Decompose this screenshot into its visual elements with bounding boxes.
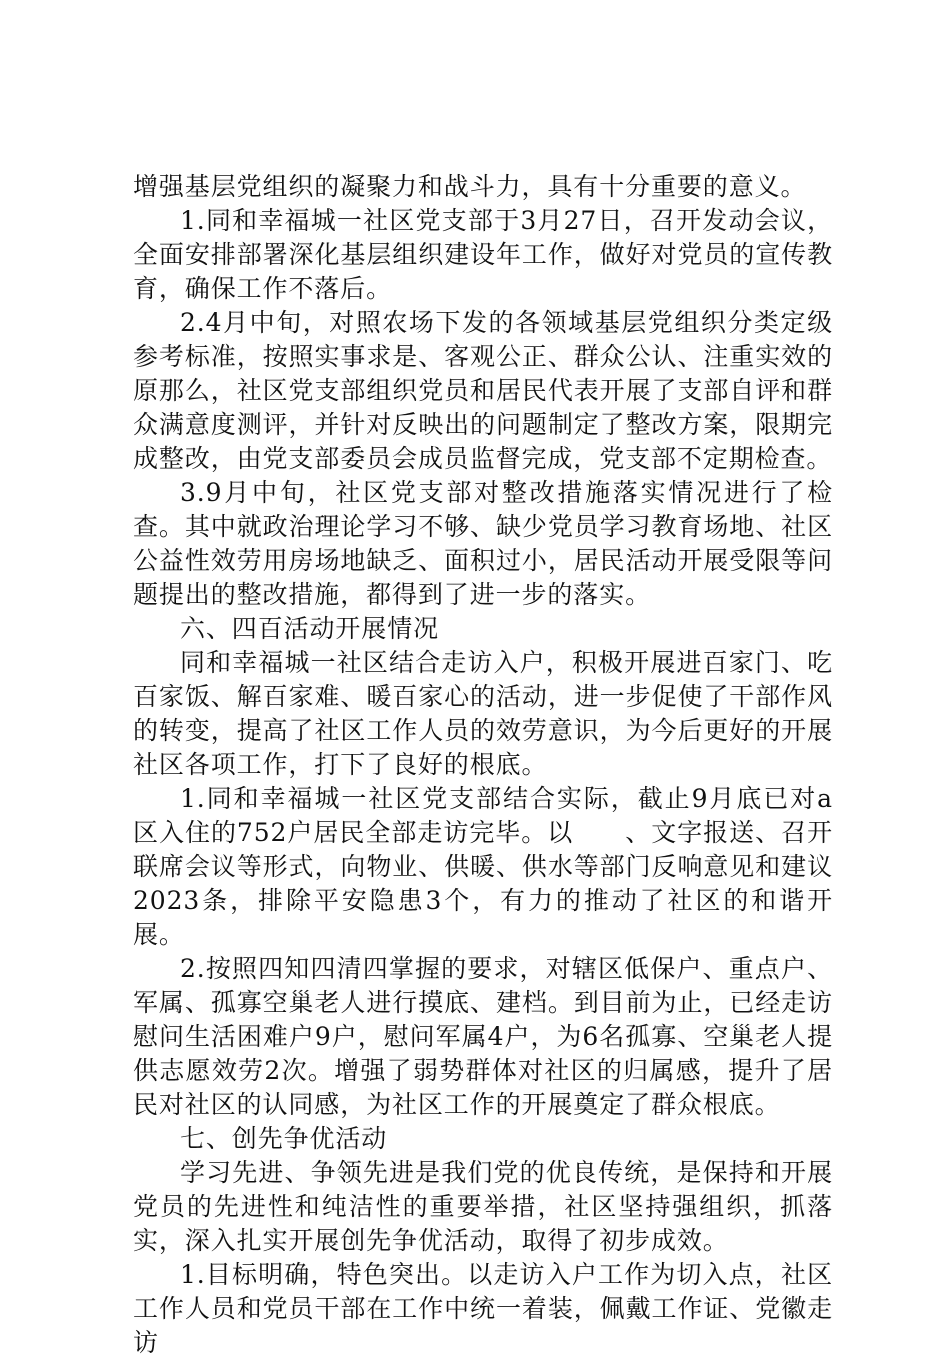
paragraph-item-1: 1.同和幸福城一社区党支部于3月27日，召开发动会议，全面安排部署深化基层组织建设年工作，做好对党员的宣传教育，确保工作不落后。 — [133, 206, 833, 303]
paragraph-continuation: 增强基层党组织的凝聚力和战斗力，具有十分重要的意义。 — [133, 172, 807, 201]
paragraph-item-3: 3.9月中旬，社区党支部对整改措施落实情况进行了检查。其中就政治理论学习不够、缺少党员学习教育场地、社区公益性效劳用房场地缺乏、面积过小，居民活动开展受限等问题提出的整改措施，都得到了进一步的落实。 — [133, 478, 833, 609]
paragraph-section-six-item-1: 1.同和幸福城一社区党支部结合实际，截止9月底已对a区入住的752户居民全部走访完毕。以 、文字报送、召开联席会议等形式，向物业、供暖、供水等部门反响意见和建议2023条，排除平安隐患3个，有力的推动了社区的和谐开展。 — [133, 784, 833, 949]
paragraph-section-six-intro: 同和幸福城一社区结合走访入户，积极开展进百家门、吃百家饭、解百家难、暖百家心的活动，进一步促使了干部作风的转变，提高了社区工作人员的效劳意识，为今后更好的开展社区各项工作，打下了良好的根底。 — [133, 648, 833, 779]
paragraph-item-2: 2.4月中旬，对照农场下发的各领域基层党组织分类定级参考标准，按照实事求是、客观公正、群众公认、注重实效的原那么，社区党支部组织党员和居民代表开展了支部自评和群众满意度测评，并针对反映出的问题制定了整改方案，限期完成整改，由党支部委员会成员监督完成，党支部不定期检查。 — [133, 308, 833, 473]
paragraph-section-seven-intro: 学习先进、争领先进是我们党的优良传统，是保持和开展党员的先进性和纯洁性的重要举措，社区坚持强组织，抓落实，深入扎实开展创先争优活动，取得了初步成效。 — [133, 1158, 833, 1255]
document-body — [133, 170, 833, 1360]
section-heading-seven: 七、创先争优活动 — [180, 1124, 388, 1153]
paragraph-section-seven-item-1: 1.目标明确，特色突出。以走访入户工作为切入点，社区工作人员和党员干部在工作中统一着装，佩戴工作证、党徽走访 — [133, 1260, 833, 1357]
paragraph-section-six-item-2: 2.按照四知四清四掌握的要求，对辖区低保户、重点户、军属、孤寡空巢老人进行摸底、建档。到目前为止，已经走访慰问生活困难户9户，慰问军属4户，为6名孤寡、空巢老人提供志愿效劳2次。增强了弱势群体对社区的归属感，提升了居民对社区的认同感，为社区工作的开展奠定了群众根底。 — [133, 954, 833, 1119]
section-heading-six: 六、四百活动开展情况 — [180, 614, 440, 643]
